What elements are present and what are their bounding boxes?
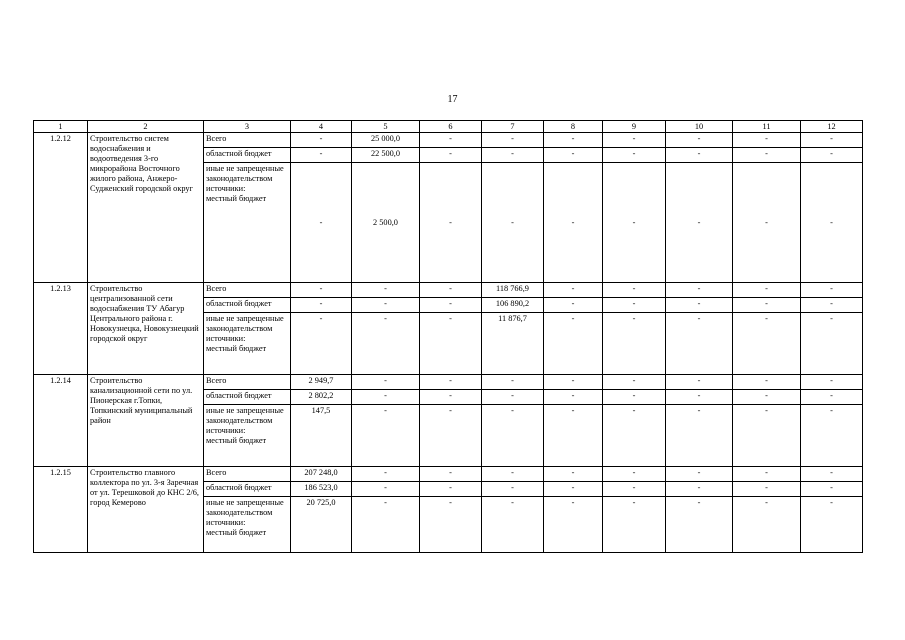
column-header: 9 — [603, 121, 666, 133]
value-cell: - — [291, 313, 352, 375]
value-cell: - — [420, 375, 482, 390]
value-cell: - — [352, 390, 420, 405]
source-local-label: местный бюджет — [206, 194, 267, 203]
column-header: 3 — [204, 121, 291, 133]
value-cell: - — [733, 148, 801, 163]
column-header: 6 — [420, 121, 482, 133]
value-cell: - — [544, 283, 603, 298]
value-cell: - — [666, 497, 733, 553]
value-cell: - — [733, 467, 801, 482]
project-name: Строительство централизованной сети водоснабжения ТУ Абагур Центрального района г. Новокузнецка, Новокузнецкий городской округ — [88, 283, 204, 375]
value-cell: - — [482, 467, 544, 482]
value-cell: - — [420, 482, 482, 497]
value-cell: - — [603, 283, 666, 298]
value-cell: - — [801, 405, 863, 467]
column-header: 4 — [291, 121, 352, 133]
source-other-label: иные не запрещенные законодательством источники: — [206, 164, 284, 193]
value-cell: - — [801, 375, 863, 390]
value-cell: - — [603, 405, 666, 467]
value-cell: - — [666, 375, 733, 390]
value-cell: - — [801, 467, 863, 482]
column-header: 7 — [482, 121, 544, 133]
value-cell: - — [801, 298, 863, 313]
source-other-label: иные не запрещенные законодательством источники: — [206, 314, 284, 343]
value-cell: - — [352, 313, 420, 375]
table-row — [34, 375, 863, 390]
value-cell: - — [482, 482, 544, 497]
value-cell: - — [733, 298, 801, 313]
project-code: 1.2.15 — [34, 467, 88, 553]
value-cell: - — [603, 375, 666, 390]
value-cell: - — [352, 467, 420, 482]
value-cell: 11 876,7 — [482, 313, 544, 375]
value-cell: - — [801, 497, 863, 553]
value-cell: - — [352, 283, 420, 298]
value-cell: - — [544, 390, 603, 405]
value-cell: - — [733, 283, 801, 298]
column-header: 12 — [801, 121, 863, 133]
value-cell: - — [666, 163, 733, 283]
value-cell: 2 949,7 — [291, 375, 352, 390]
value-cell: - — [352, 405, 420, 467]
value-cell: - — [544, 405, 603, 467]
value-cell: - — [733, 163, 801, 283]
value-cell: - — [291, 148, 352, 163]
value-cell: - — [801, 283, 863, 298]
value-cell: - — [544, 133, 603, 148]
header-row — [34, 121, 863, 133]
value-cell: - — [291, 133, 352, 148]
value-cell: - — [544, 497, 603, 553]
value-cell: 22 500,0 — [352, 148, 420, 163]
table-row — [34, 133, 863, 148]
value-cell: - — [666, 482, 733, 497]
column-header: 11 — [733, 121, 801, 133]
value-cell: - — [544, 375, 603, 390]
project-name: Строительство канализационной сети по ул. Пионерская г.Топки, Топкинский муниципальный район — [88, 375, 204, 467]
column-header: 8 — [544, 121, 603, 133]
value-cell: - — [544, 482, 603, 497]
column-header: 2 — [88, 121, 204, 133]
source-total-label: Всего — [204, 133, 291, 148]
value-cell: - — [420, 283, 482, 298]
source-local-label: местный бюджет — [206, 344, 267, 353]
value-cell: - — [603, 482, 666, 497]
value-cell: - — [291, 163, 352, 283]
value-cell: - — [291, 283, 352, 298]
table-row — [34, 283, 863, 298]
value-cell: - — [420, 133, 482, 148]
value-cell: - — [801, 390, 863, 405]
value-cell: - — [482, 148, 544, 163]
source-regional-label: областной бюджет — [204, 298, 291, 313]
value-cell: - — [801, 163, 863, 283]
value-cell: - — [733, 497, 801, 553]
source-other-cell — [204, 163, 291, 283]
value-cell: - — [544, 148, 603, 163]
value-cell: - — [420, 148, 482, 163]
table-row — [34, 467, 863, 482]
value-cell: 106 890,2 — [482, 298, 544, 313]
source-total-label: Всего — [204, 375, 291, 390]
value-cell: - — [603, 497, 666, 553]
value-cell: - — [733, 482, 801, 497]
value-cell: - — [544, 298, 603, 313]
source-total-label: Всего — [204, 467, 291, 482]
value-cell: - — [352, 482, 420, 497]
value-cell: - — [482, 497, 544, 553]
source-other-cell — [204, 313, 291, 375]
source-regional-label: областной бюджет — [204, 390, 291, 405]
column-header: 10 — [666, 121, 733, 133]
source-other-label: иные не запрещенные законодательством источники: — [206, 498, 284, 527]
value-cell: - — [733, 375, 801, 390]
project-code: 1.2.14 — [34, 375, 88, 467]
value-cell: - — [291, 298, 352, 313]
value-cell: - — [420, 467, 482, 482]
value-cell: - — [801, 482, 863, 497]
value-cell: - — [666, 283, 733, 298]
value-cell: - — [482, 163, 544, 283]
project-code: 1.2.12 — [34, 133, 88, 283]
value-cell: - — [801, 313, 863, 375]
value-cell: - — [352, 298, 420, 313]
source-other-label: иные не запрещенные законодательством источники: — [206, 406, 284, 435]
source-regional-label: областной бюджет — [204, 148, 291, 163]
source-other-cell — [204, 497, 291, 553]
value-cell: - — [420, 298, 482, 313]
project-name: Строительство главного коллектора по ул. 3-я Заречная от ул. Терешковой до КНС 2/6, город Кемерово — [88, 467, 204, 553]
source-regional-label: областной бюджет — [204, 482, 291, 497]
value-cell: - — [603, 133, 666, 148]
source-local-label: местный бюджет — [206, 436, 267, 445]
source-total-label: Всего — [204, 283, 291, 298]
value-cell: - — [352, 375, 420, 390]
value-cell: 186 523,0 — [291, 482, 352, 497]
value-cell: - — [482, 375, 544, 390]
value-cell: - — [733, 405, 801, 467]
value-cell: - — [666, 133, 733, 148]
value-cell: - — [666, 390, 733, 405]
value-cell: - — [544, 467, 603, 482]
value-cell: - — [544, 163, 603, 283]
value-cell: - — [420, 497, 482, 553]
value-cell: - — [666, 313, 733, 375]
project-name: Строительство систем водоснабжения и водоотведения 3-го микрорайона Восточного жилого района, Анжеро-Судженский городской округ — [88, 133, 204, 283]
value-cell: - — [733, 313, 801, 375]
value-cell: - — [420, 405, 482, 467]
value-cell: 20 725,0 — [291, 497, 352, 553]
value-cell: - — [801, 148, 863, 163]
value-cell: - — [733, 390, 801, 405]
value-cell: - — [603, 390, 666, 405]
value-cell: - — [420, 313, 482, 375]
column-header: 1 — [34, 121, 88, 133]
value-cell: 2 802,2 — [291, 390, 352, 405]
value-cell: - — [733, 133, 801, 148]
value-cell: - — [420, 163, 482, 283]
value-cell: - — [666, 467, 733, 482]
value-cell: - — [482, 390, 544, 405]
source-local-label: местный бюджет — [206, 528, 267, 537]
value-cell: - — [603, 163, 666, 283]
value-cell: 207 248,0 — [291, 467, 352, 482]
value-cell: 2 500,0 — [352, 163, 420, 283]
value-cell: 118 766,9 — [482, 283, 544, 298]
page-number: 17 — [447, 94, 458, 105]
value-cell: - — [603, 467, 666, 482]
project-code: 1.2.13 — [34, 283, 88, 375]
value-cell: - — [482, 133, 544, 148]
value-cell: 147,5 — [291, 405, 352, 467]
value-cell: - — [603, 298, 666, 313]
funding-table — [33, 120, 863, 553]
value-cell: - — [482, 405, 544, 467]
value-cell: - — [352, 497, 420, 553]
value-cell: - — [603, 148, 666, 163]
value-cell: - — [666, 148, 733, 163]
value-cell: - — [666, 405, 733, 467]
value-cell: - — [801, 133, 863, 148]
value-cell: - — [544, 313, 603, 375]
value-cell: - — [420, 390, 482, 405]
value-cell: - — [603, 313, 666, 375]
value-cell: 25 000,0 — [352, 133, 420, 148]
column-header: 5 — [352, 121, 420, 133]
source-other-cell — [204, 405, 291, 467]
value-cell: - — [666, 298, 733, 313]
